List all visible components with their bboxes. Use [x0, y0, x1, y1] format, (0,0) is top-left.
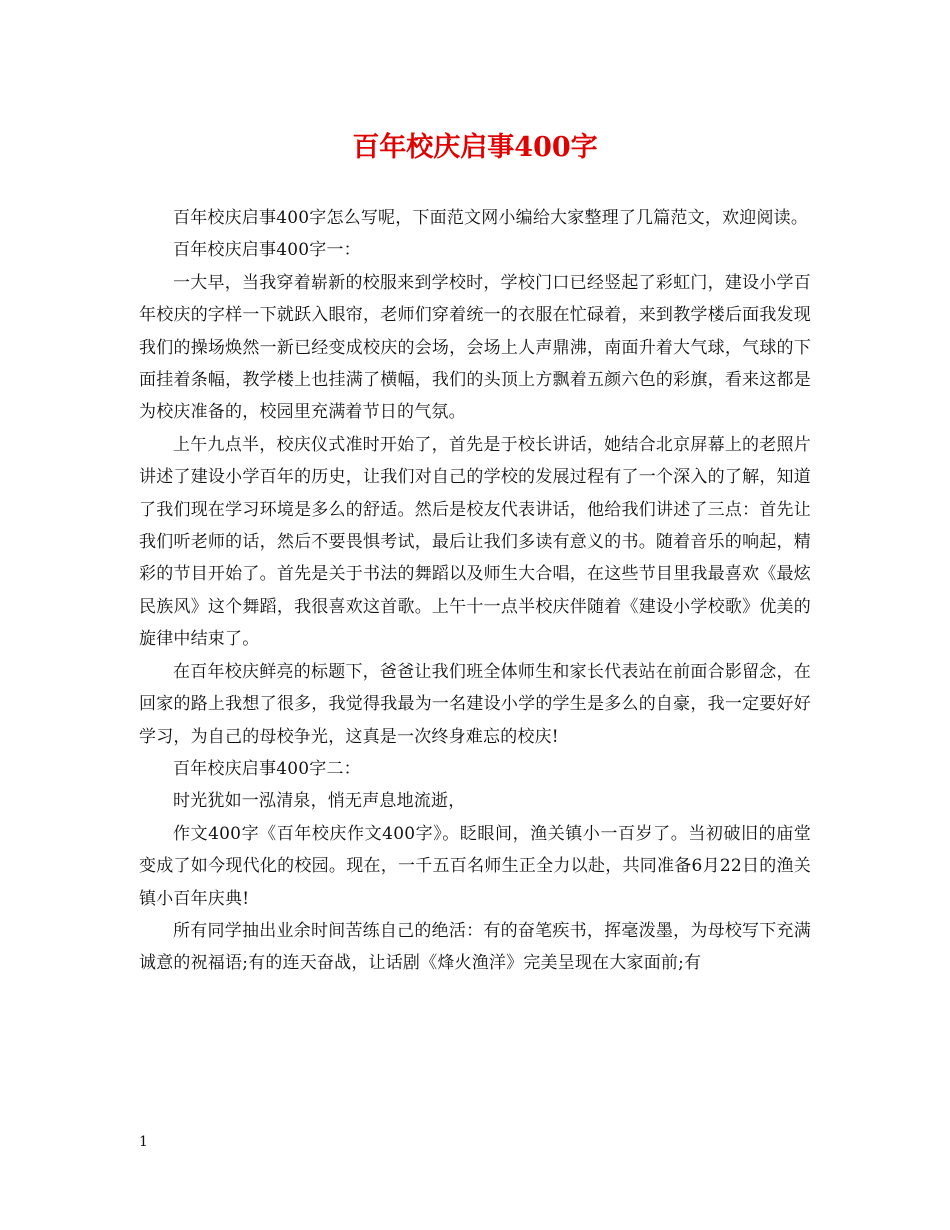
paragraph: 上午九点半，校庆仪式准时开始了，首先是于校长讲话，她结合北京屏幕上的老照片讲述了建设小学百年的历史，让我们对自己的学校的发展过程有了一个深入的了解，知道了我们现在学习环境是多么的舒适。然后是校友代表讲话，他给我们讲述了三点：首先让我们听老师的话，然后不要畏惧考试，最后让我们多读有意义的书。随着音乐的响起，精彩的节目开始了。首先是关于书法的舞蹈以及师生大合唱，在这些节目里我最喜欢《最炫民族风》这个舞蹈，我很喜欢这首歌。上午十一点半校庆伴随着《建设小学校歌》优美的旋律中结束了。 [139, 434, 811, 650]
paragraph: 在百年校庆鲜亮的标题下，爸爸让我们班全体师生和家长代表站在前面合影留念，在回家的路上我想了很多，我觉得我最为一名建设小学的学生是多么的自豪，我一定要好好学习，为自己的母校争光，这真是一次终身难忘的校庆! [139, 661, 811, 747]
page-number: 1 [139, 1134, 148, 1150]
paragraph: 一大早，当我穿着崭新的校服来到学校时，学校门口已经竖起了彩虹门，建设小学百年校庆的字样一下就跃入眼帘，老师们穿着统一的衣服在忙碌着，来到教学楼后面我发现我们的操场焕然一新已经变成校庆的会场，会场上人声鼎沸，南面升着大气球，气球的下面挂着条幅，教学楼上也挂满了横幅，我们的头顶上方飘着五颜六色的彩旗，看来这都是为校庆准备的，校园里充满着节日的气氛。 [139, 272, 811, 423]
paragraph: 作文400字《百年校庆作文400字》。眨眼间，渔关镇小一百岁了。当初破旧的庙堂变成了如今现代化的校园。现在，一千五百名师生正全力以赴，共同准备6月22日的渔关镇小百年庆典! [139, 823, 811, 909]
page-title: 百年校庆启事400字 [352, 132, 598, 163]
document-body [139, 202, 811, 980]
paragraph: 所有同学抽出业余时间苦练自己的绝活：有的奋笔疾书，挥毫泼墨，为母校写下充满诚意的祝福语;有的连天奋战，让话剧《烽火渔洋》完美呈现在大家面前;有 [139, 920, 811, 974]
paragraph-intro: 百年校庆启事400字怎么写呢，下面范文网小编给大家整理了几篇范文，欢迎阅读。 [173, 208, 809, 228]
paragraph: 时光犹如一泓清泉，悄无声息地流逝， [173, 791, 466, 812]
section-heading-two: 百年校庆启事400字二： [173, 758, 361, 779]
section-heading-one: 百年校庆启事400字一： [173, 240, 361, 261]
